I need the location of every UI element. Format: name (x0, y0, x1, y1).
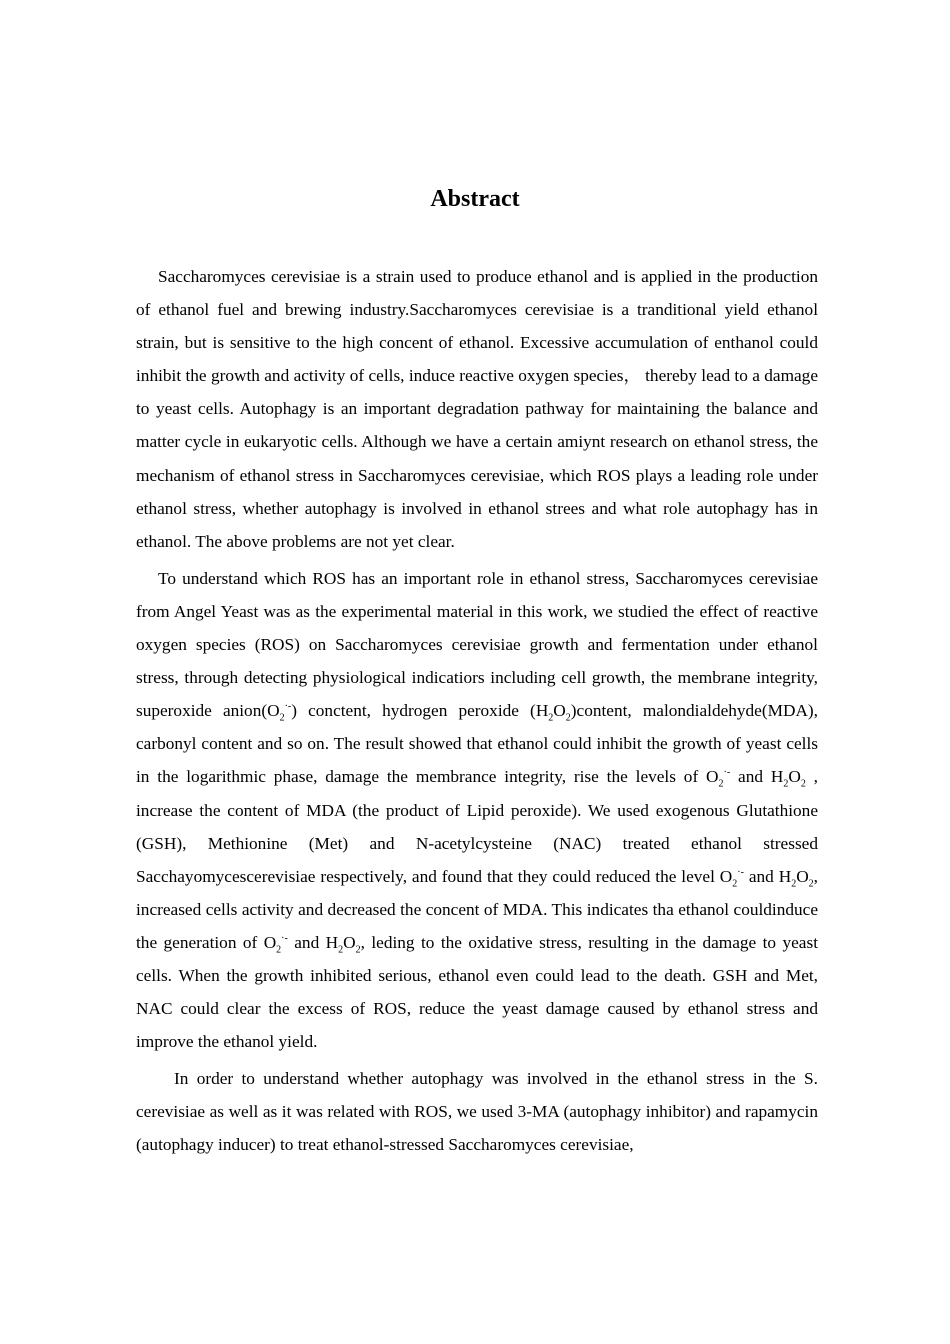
p2-text: )content, malondialdehyde(MDA), carbonyl content and so on. The result showed that ethanol could inhibit the growth of yeast cells in the logarithmic phase, damage the membrance integrity, rise the levels of (136, 701, 819, 787)
paragraph-2 (136, 562, 818, 1058)
hydrogen-peroxide-formula: $H_2O_2$ (770, 767, 806, 790)
hydrogen-peroxide-formula: $H_2O_2$ (778, 866, 814, 890)
p2-text: and (743, 866, 779, 886)
paragraph-1: Saccharomyces cerevisiae is a strain used to produce ethanol and is applied in the production of ethanol fuel and brewing industry.Saccharomyces cerevisiae is a tranditional yield ethanol strain, but is sensitive to the high concent of ethanol. Excessive accumulation of enthanol could inhibit the growth and activity of cells, induce reactive oxygen species， thereby lead to a damage to yeast cells. Autophagy is an important degradation pathway for maintaining the balance and matter cycle in eukaryotic cells. Although we have a certain amiynt research on ethanol stress, the mechanism of ethanol stress in Saccharomyces cerevisiae, which ROS plays a leading role under ethanol stress, whether autophagy is involved in ethanol strees and what role autophagy has in ethanol. The above problems are not yet clear. (136, 267, 818, 551)
superoxide-formula: $O_2^{\cdot-}$ (263, 932, 288, 956)
p2-text: , increase the content of MDA (the product of Lipid peroxide). We used exogenous Glutathione (GSH), Methionine (Met) and N-acetylcysteine (NAC) treated ethanol stressed Sacchayomycescerevisiae respectively, and found that they could reduced the level (136, 767, 818, 886)
hydrogen-peroxide-formula: $H_2O_2$ (325, 932, 361, 956)
p2-text: and (730, 767, 771, 787)
p2-text: , increased cells activity and decreased the concent of MDA. This indicates tha ethanol couldinduce the generation of (136, 866, 818, 952)
p2-text: and (287, 932, 326, 952)
hydrogen-peroxide-formula: $H_2O_2$ (535, 701, 571, 724)
superoxide-formula: $O_2^{\cdot-}$ (267, 701, 292, 724)
superoxide-formula: $O_2^{\cdot-}$ (719, 866, 744, 890)
superoxide-formula: $O_2^{\cdot-}$ (706, 767, 731, 790)
p2-text: To understand which ROS has an important role in ethanol stress, Saccharomyces cerevisiae from Angel Yeast was as the experimental material in this work, we studied the effect of reactive oxygen species (ROS) on Saccharomyces cerevisiae growth and fermentation under ethanol stress, through detecting physiological indicatiors including cell growth, the membrane integrity, superoxide anion( (136, 568, 818, 721)
abstract-title: Abstract (430, 186, 520, 212)
paragraph-3: In order to understand whether autophagy was involved in the ethanol stress in the S. cerevisiae as well as it was related with ROS, we used 3-MA (autophagy inhibitor) and rapamycin (autophagy inducer) to treat ethanol-stressed Saccharomyces cerevisiae, (136, 1069, 818, 1155)
abstract-body (136, 260, 818, 1162)
p2-text: , leding to the oxidative stress, resulting in the damage to yeast cells. When the growth inhibited serious, ethanol even could lead to the death. GSH and Met, NAC could clear the excess of ROS, reduce the yeast damage caused by ethanol stress and improve the ethanol yield. (136, 932, 818, 1052)
p2-text: ) conctent, hydrogen peroxide ( (291, 701, 536, 721)
